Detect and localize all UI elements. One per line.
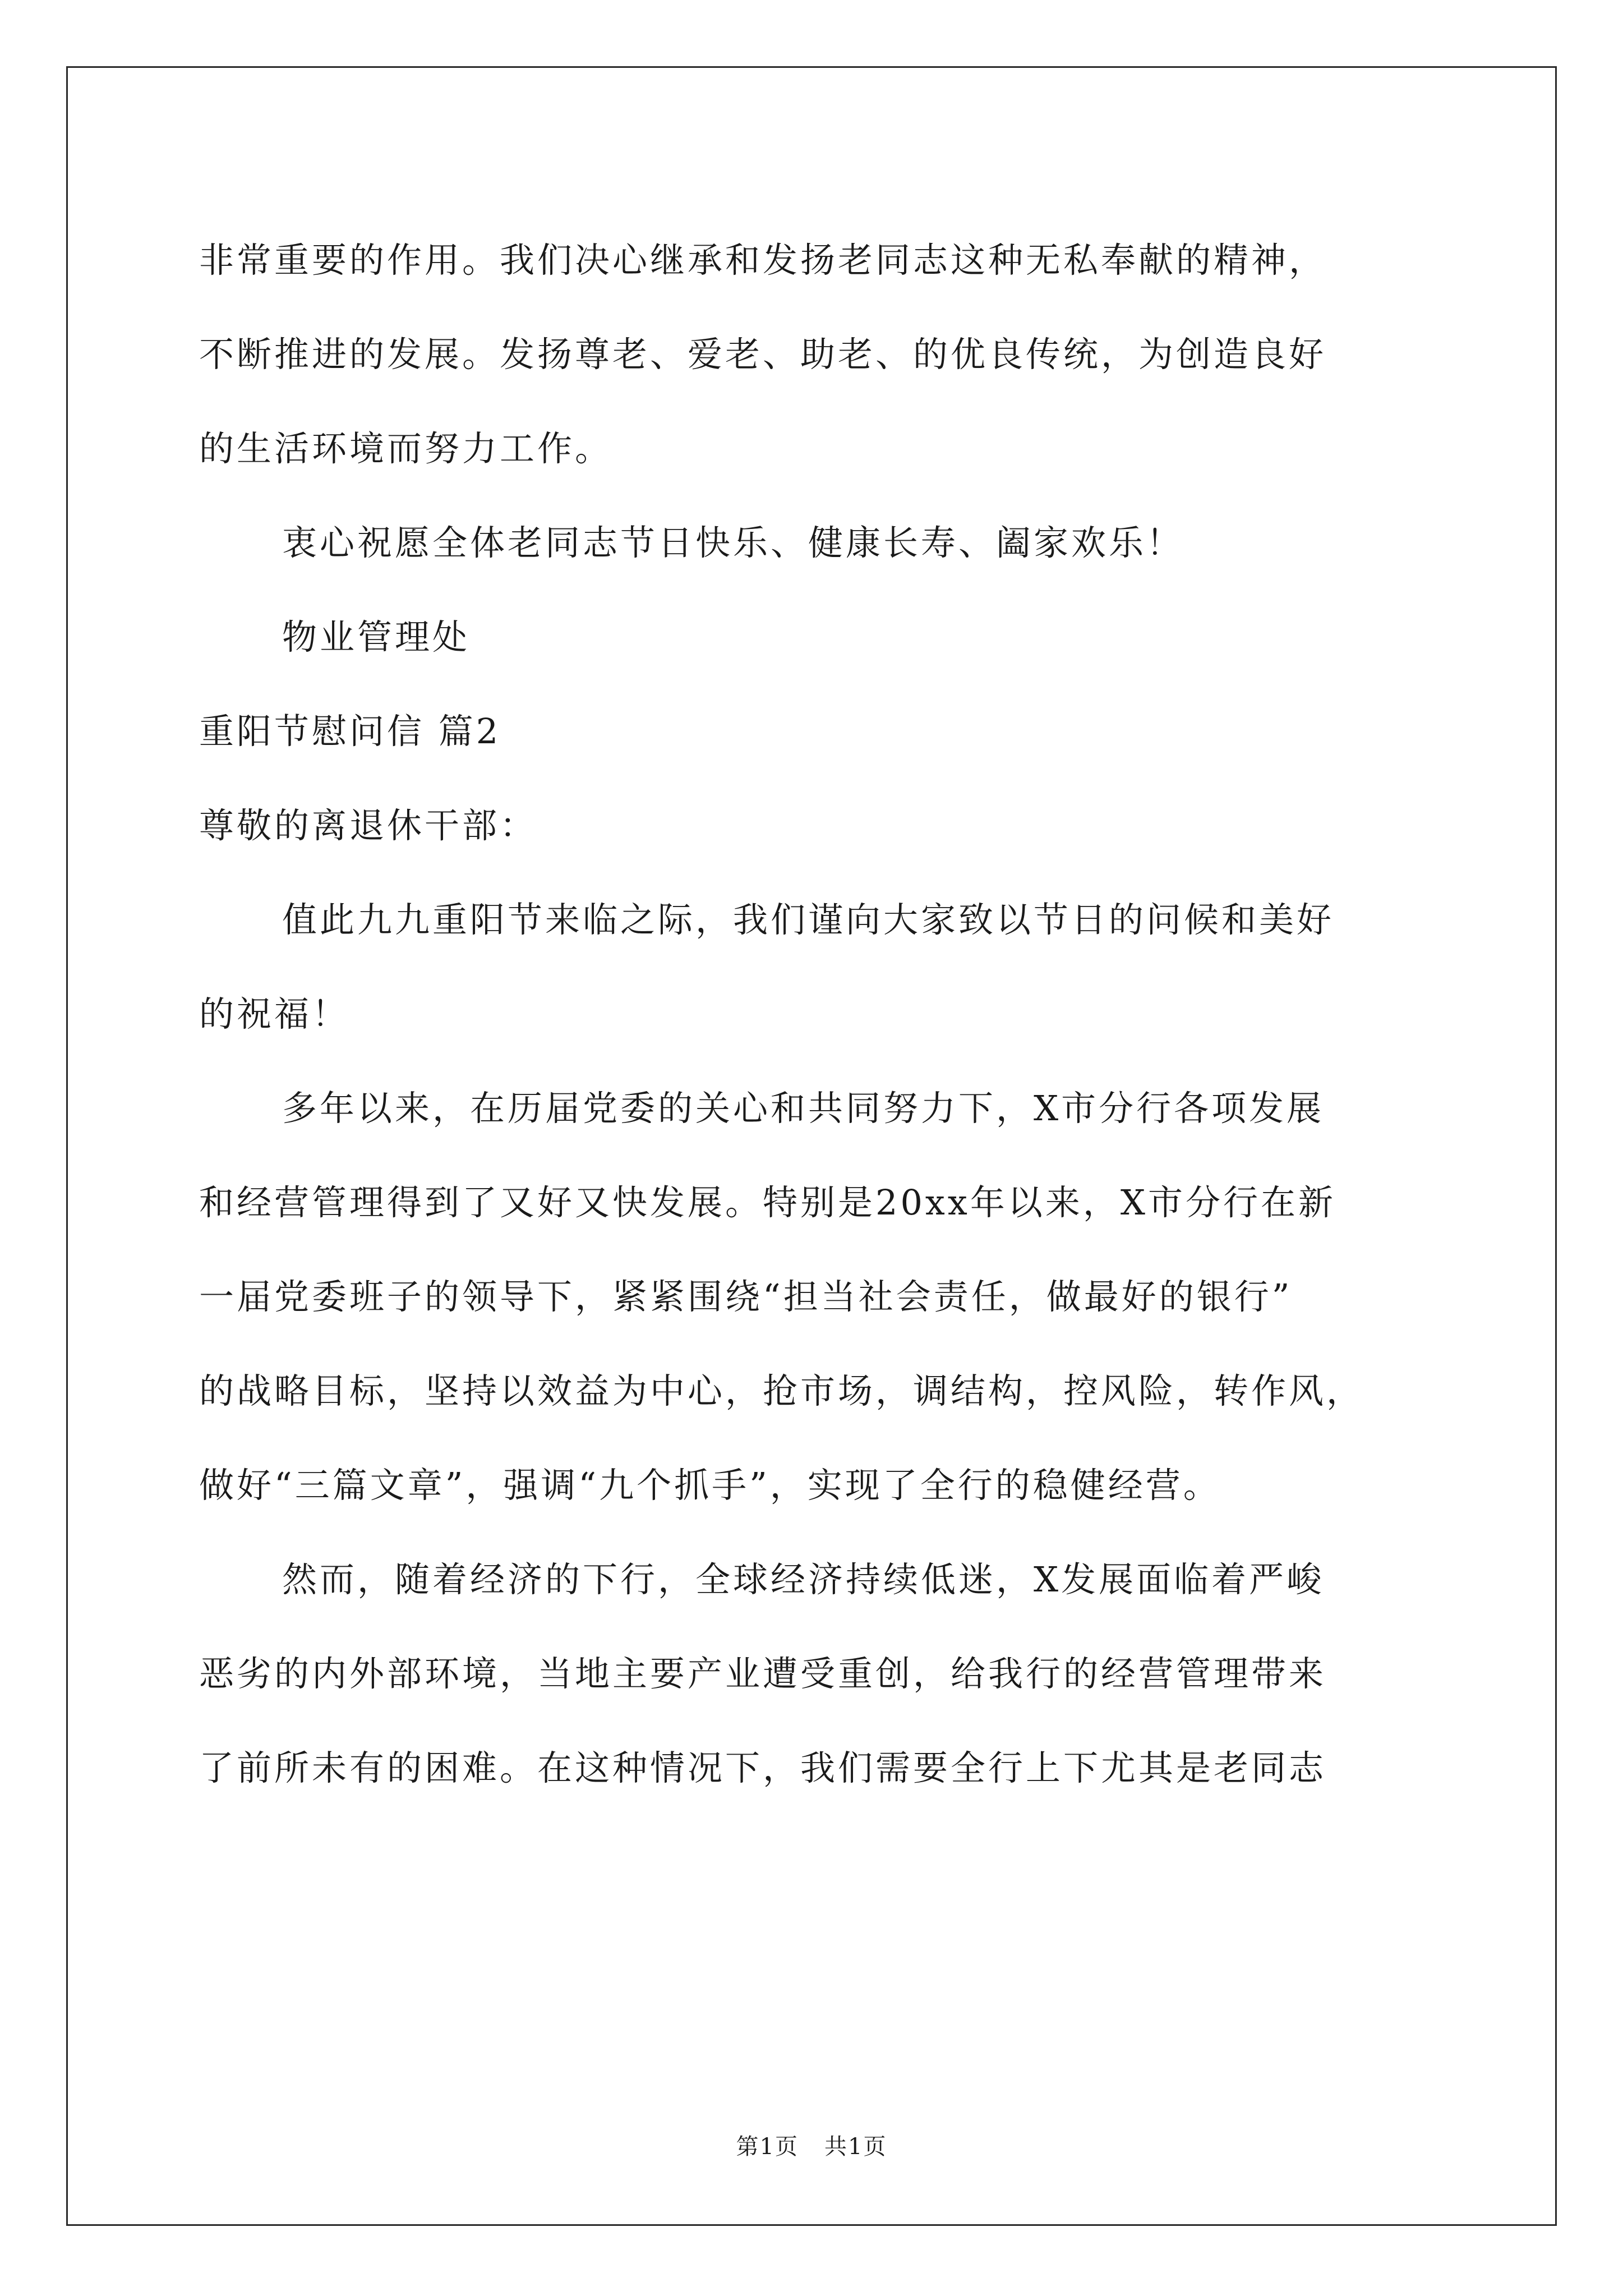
text-line: 多年以来，在历届党委的关心和共同努力下，X市分行各项发展 [282,1088,1325,1129]
text-line: 非常重要的作用。我们决心继承和发扬老同志这种无私奉献的精神， [199,240,1327,280]
text-line: 的生活环境而努力工作。 [199,428,613,469]
text-line: 和经营管理得到了又好又快发展。特别是20xx年以来，X市分行在新 [199,1182,1336,1223]
text-line: 做好“三篇文章”，强调“九个抓手”，实现了全行的稳健经营。 [199,1465,1221,1506]
text-line: 不断推进的发展。发扬尊老、爱老、助老、的优良传统，为创造良好 [199,334,1327,375]
page-total: 共1页 [824,2134,887,2160]
document-body [199,213,1450,1815]
text-line: 的祝福！ [199,993,350,1034]
text-line: 恶劣的内外部环境，当地主要产业遭受重创，给我行的经营管理带来 [199,1653,1327,1694]
section-heading: 重阳节慰问信 篇2 [199,711,501,752]
text-line: 然而，随着经济的下行，全球经济持续低迷，X发展面临着严峻 [282,1559,1325,1600]
signature-line: 物业管理处 [282,616,471,657]
page-number: 第1页 [736,2134,799,2160]
page-footer [0,2129,1623,2161]
text-line: 一届党委班子的领导下，紧紧围绕“担当社会责任，做最好的银行” [199,1276,1293,1317]
text-line: 衷心祝愿全体老同志节日快乐、健康长寿、阖家欢乐！ [282,522,1184,563]
text-line: 了前所未有的困难。在这种情况下，我们需要全行上下尤其是老同志 [199,1747,1327,1788]
text-line: 的战略目标，坚持以效益为中心，抢市场，调结构，控风险，转作风， [199,1370,1364,1411]
text-line: 值此九九重阳节来临之际，我们谨向大家致以节日的问候和美好 [282,899,1335,940]
salutation: 尊敬的离退休干部： [199,805,538,846]
